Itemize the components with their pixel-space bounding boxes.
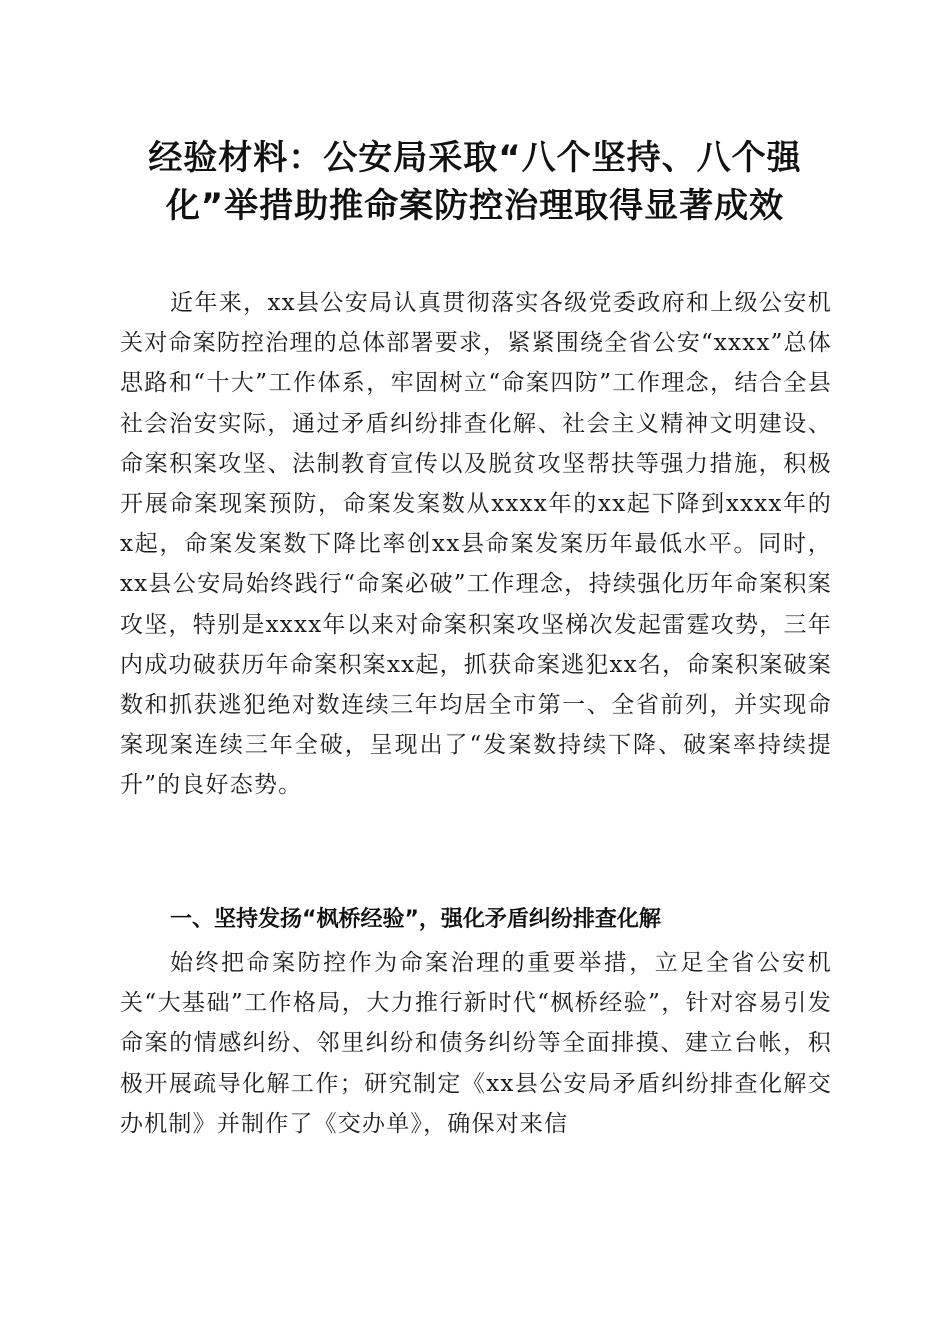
intro-paragraph: 近年来，xx县公安局认真贯彻落实各级党委政府和上级公安机关对命案防控治理的总体部署要求，紧紧围绕全省公安“xxxx”总体思路和“十大”工作体系，牢固树立“命案四防”工作理念，结合全县社会治安实际，通过矛盾纠纷排查化解、社会主义精神文明建设、命案积案攻坚、法制教育宣传以及脱贫攻坚帮扶等强力措施，积极开展命案现案预防，命案发案数从xxxx年的xx起下降到xxxx年的x起，命案发案数下降比率创xx县命案发案历年最低水平。同时，xx县公安局始终践行“命案必破”工作理念，持续强化历年命案积案攻坚，特别是xxxx年以来对命案积案攻坚梯次发起雷霆攻势，三年内成功破获历年命案积案xx起，抓获命案逃犯xx名，命案积案破案数和抓获逃犯绝对数连续三年均居全市第一、全省前列，并实现命案现案连续三年全破，呈现出了“发案数持续下降、破案率持续提升”的良好态势。 — [120, 290, 832, 799]
section-heading: 一、坚持发扬“枫桥经验”，强化矛盾纠纷排查化解 — [170, 907, 661, 932]
section-paragraph: 始终把命案防控作为命案治理的重要举措，立足全省公安机关“大基础”工作格局，大力推行新时代“枫桥经验”，针对容易引发命案的情感纠纷、邻里纠纷和债务纠纷等全面排摸、建立台帐，积极开展疏导化解工作；研究制定《xx县公安局矛盾纠纷排查化解交办机制》并制作了《交办单》，确保对来信 — [120, 950, 832, 1137]
document-title: 经验材料：公安局采取“八个坚持、八个强化”举措助推命案防控治理取得显著成效 — [148, 138, 802, 226]
